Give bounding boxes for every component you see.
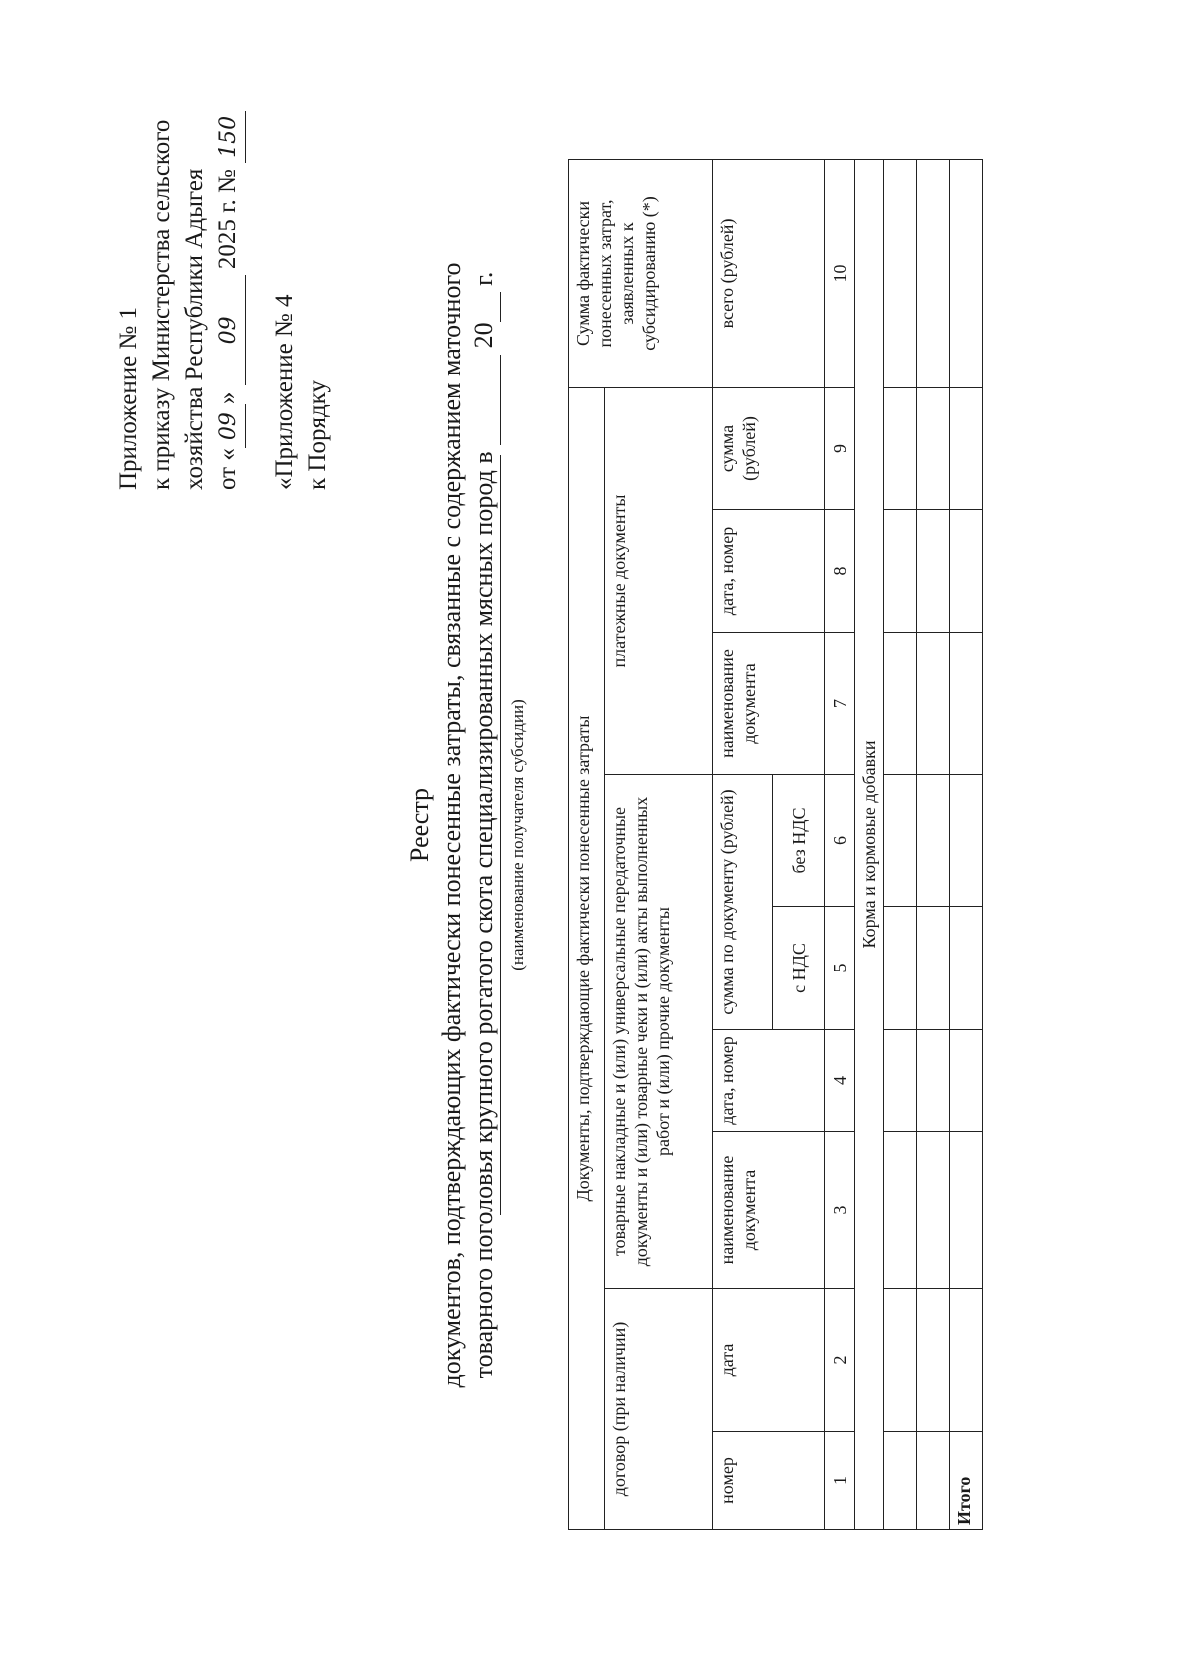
col-without-vat: без НДС: [773, 775, 825, 907]
sub-appendix-line-2: к Порядку: [304, 380, 331, 490]
document-title: [404, 195, 501, 1455]
title-year-suffix: г.: [469, 271, 498, 286]
col-contract-number: номер: [713, 1432, 825, 1530]
appendix-line-2: к приказу Министерства сельского: [148, 119, 175, 490]
col-index-cell: 10: [825, 159, 855, 387]
col-index-cell: 8: [825, 510, 855, 633]
title-line-2: [468, 195, 501, 1455]
section-label: Корма и кормовые добавки: [855, 159, 884, 1529]
order-date-quote: »: [214, 391, 241, 405]
recipient-underline: [500, 455, 501, 1215]
header-contract: договор (при наличии): [605, 1289, 713, 1530]
order-date-prefix: от «: [214, 448, 241, 490]
col-total: всего (рублей): [713, 159, 825, 387]
table-row: [884, 159, 917, 1529]
appendix-line-3: хозяйства Республики Адыгея: [181, 168, 208, 490]
col-payment-date-number: дата, номер: [713, 510, 825, 633]
appendix-line-1: Приложение № 1: [115, 306, 142, 490]
header-total-sum: Сумма фактически понесенных затрат, заявленных к субсидированию (*): [569, 159, 713, 387]
col-index-cell: 4: [825, 1030, 855, 1132]
col-index-cell: 3: [825, 1132, 855, 1289]
col-payment-sum: сумма (рублей): [713, 387, 825, 509]
order-year-text: 2025 г. №: [214, 169, 241, 270]
title-heading: Реестр: [405, 787, 434, 863]
col-contract-date: дата: [713, 1289, 825, 1432]
order-number-handwritten: 150: [212, 111, 246, 163]
column-number-row: [825, 159, 855, 1529]
registry-table: [568, 159, 983, 1530]
appendix-block: [112, 111, 246, 490]
title-line-2-text: товарного поголовья крупного рогатого скота специализированных мясных пород в: [469, 451, 498, 1379]
col-index-cell: 2: [825, 1289, 855, 1432]
header-documents: Документы, подтверждающие фактически понесенные затраты: [569, 387, 605, 1529]
col-index-cell: 6: [825, 775, 855, 907]
total-label: Итого: [950, 1432, 983, 1530]
col-with-vat: с НДС: [773, 907, 825, 1030]
col-doc-date-number: дата, номер: [713, 1030, 825, 1132]
section-row: [855, 159, 884, 1529]
sub-appendix-block: [268, 294, 334, 490]
col-index-cell: 9: [825, 387, 855, 509]
order-day-handwritten: 09: [212, 404, 246, 448]
col-doc-name: наименование документа: [713, 1132, 825, 1289]
col-index-cell: 7: [825, 633, 855, 775]
title-line-1: документов, подтверждающих фактически понесенные затраты, связанные с содержанием маточного: [437, 262, 466, 1388]
sub-appendix-line-1: «Приложение № 4: [271, 294, 298, 490]
order-month-handwritten: 09: [212, 275, 246, 385]
col-index-cell: 1: [825, 1432, 855, 1530]
appendix-order-line: [211, 111, 246, 490]
title-year-prefix: 20: [469, 322, 498, 349]
table-row: [917, 159, 950, 1529]
recipient-caption: (наименование получателя субсидии): [508, 699, 527, 971]
col-payment-doc-name: наименование документа: [713, 633, 825, 775]
total-row: [950, 159, 983, 1529]
header-payment-docs: платежные документы: [605, 387, 713, 774]
header-waybills: товарные накладные и (или) универсальные передаточные документы и (или) товарные чеки и (или) акты выполненных работ и (или) прочие документы: [605, 775, 713, 1289]
col-sum-by-document: сумма по документу (рублей): [713, 775, 773, 1030]
col-index-cell: 5: [825, 907, 855, 1030]
